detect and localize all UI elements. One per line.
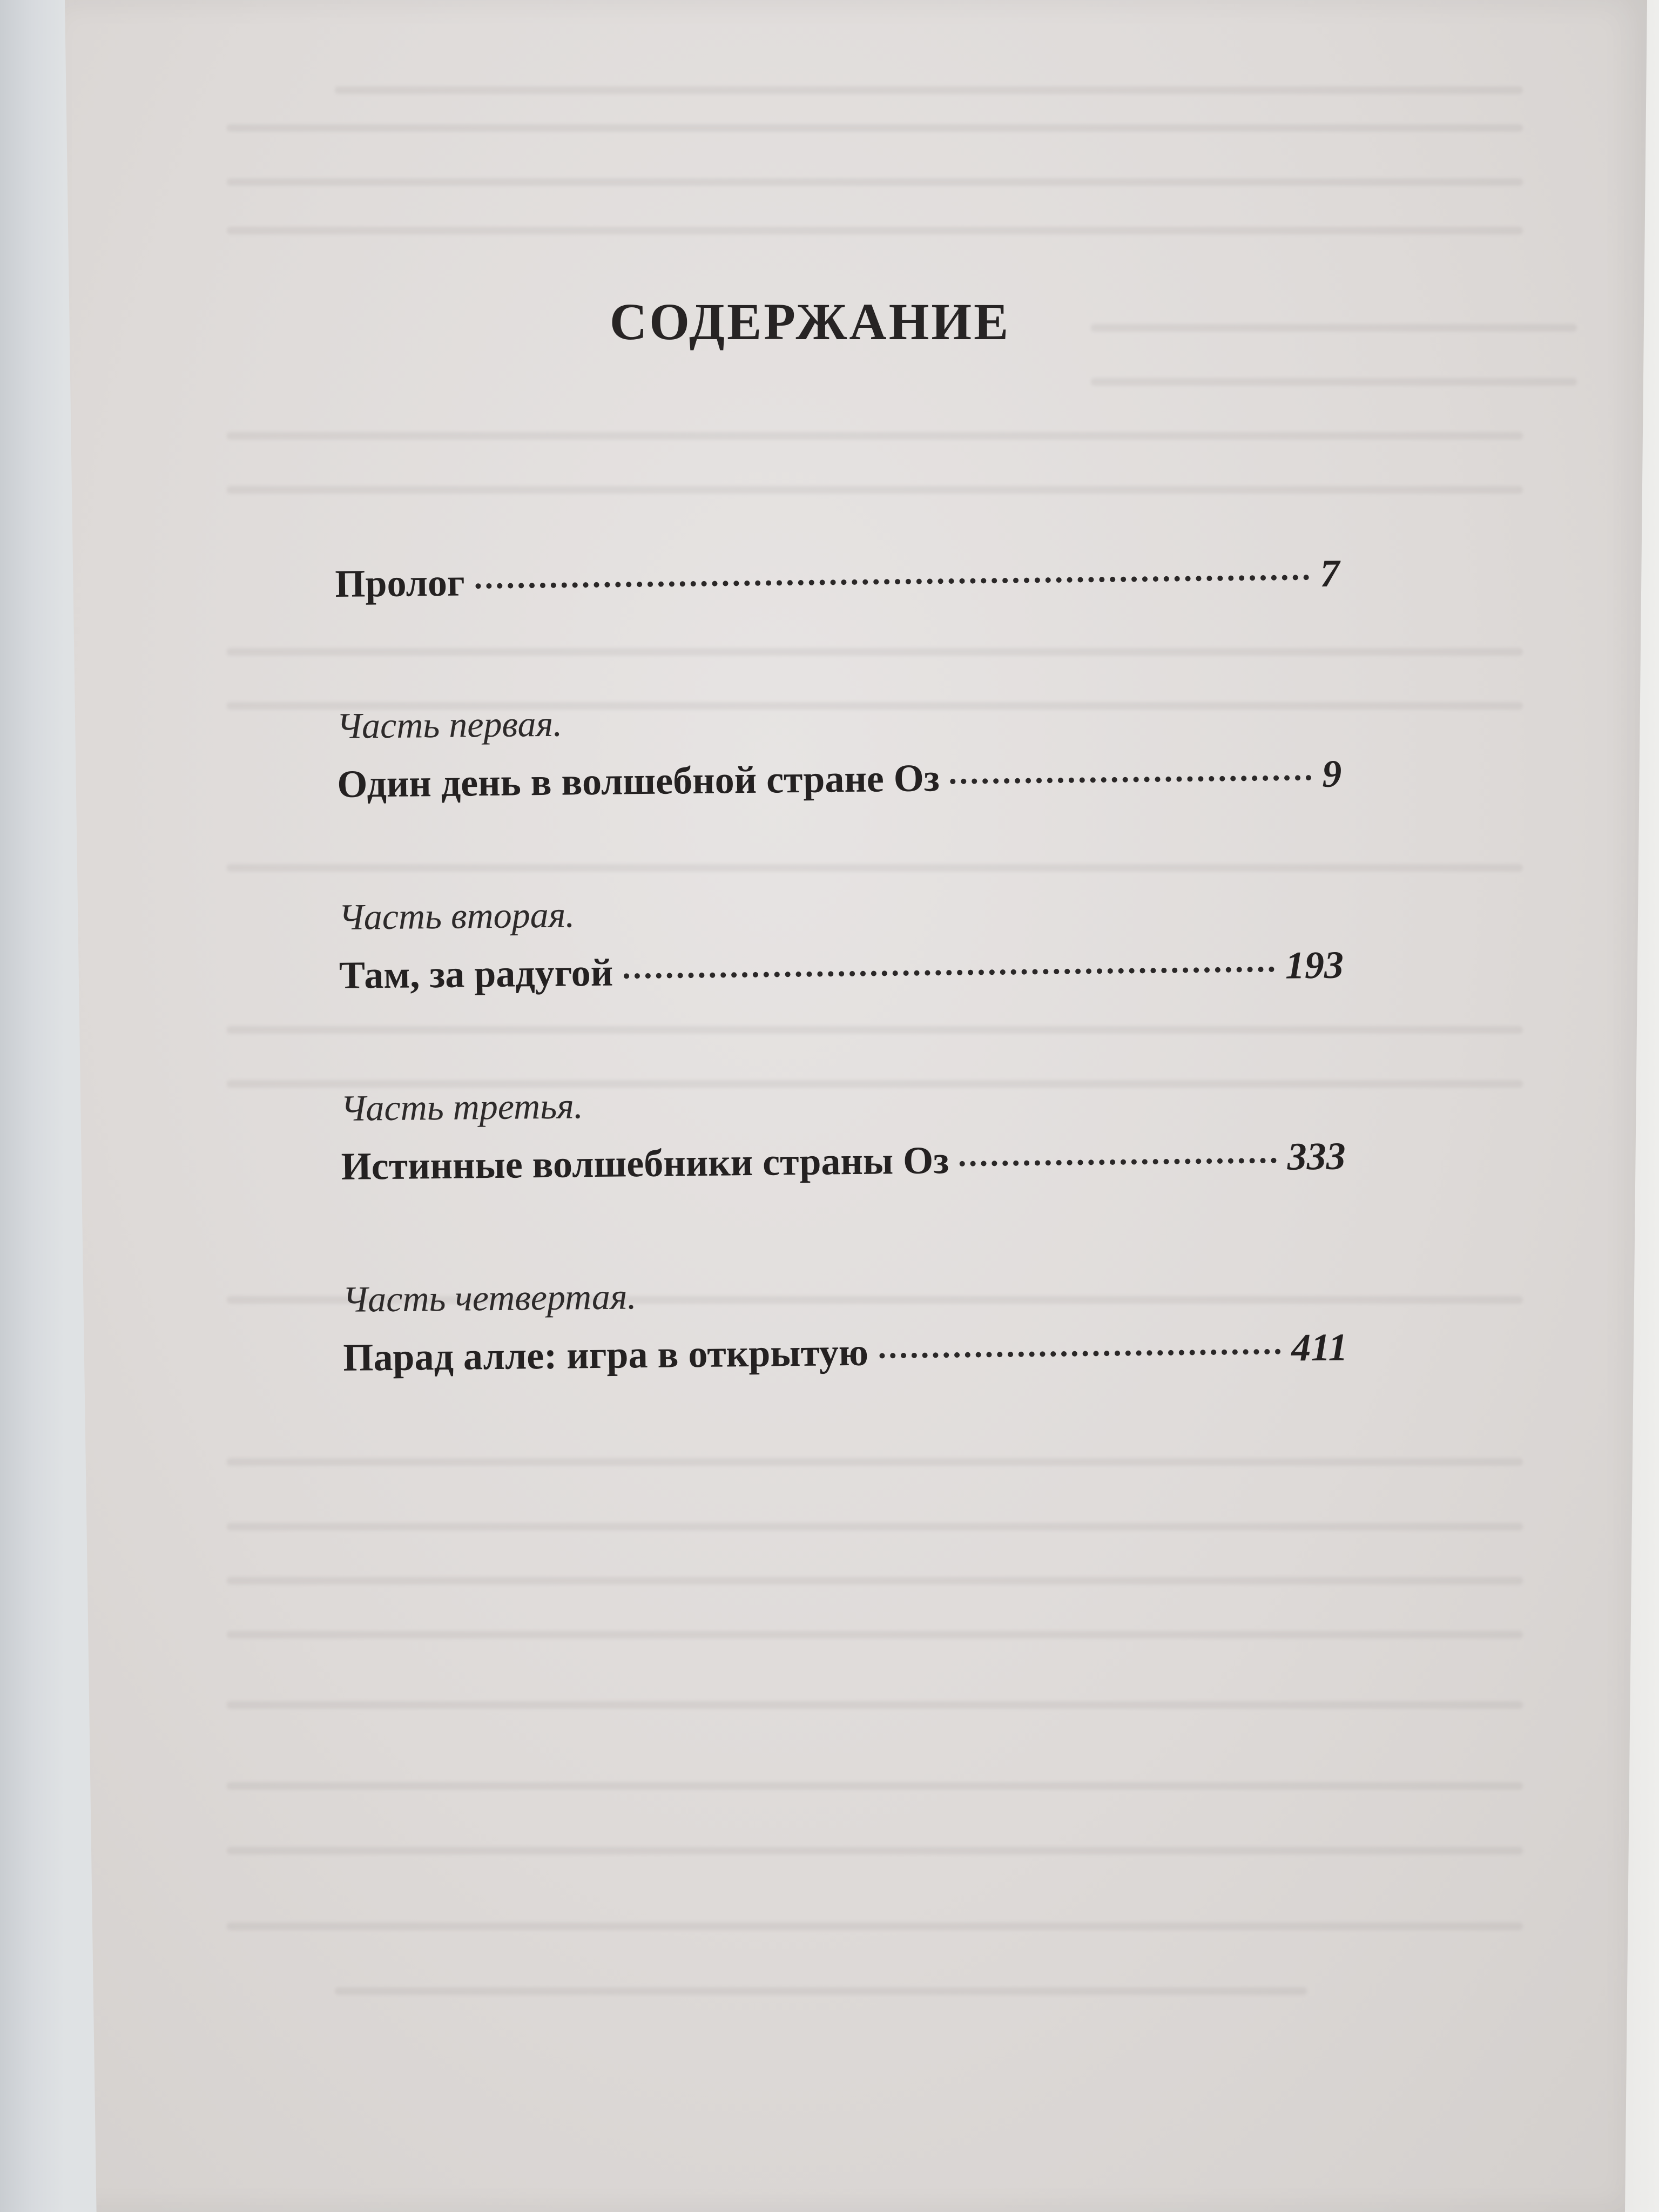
toc-entry-part-2 bbox=[339, 942, 1344, 1007]
toc-entry-page: 333 bbox=[1287, 1134, 1346, 1178]
toc-entry-title: Один день в волшебной стране Оз bbox=[336, 756, 940, 806]
toc-part-label: Часть третья. bbox=[340, 1085, 584, 1129]
show-through-line bbox=[227, 1847, 1523, 1854]
show-through-line bbox=[335, 86, 1523, 94]
dot-leader bbox=[950, 775, 1312, 784]
toc-entry-title: Парад алле: игра в открытую bbox=[343, 1330, 869, 1379]
show-through-line bbox=[227, 124, 1523, 132]
toc-block bbox=[338, 885, 1344, 1007]
toc-part-label: Часть первая. bbox=[336, 703, 563, 746]
show-through-line bbox=[1091, 378, 1577, 386]
show-through-line bbox=[227, 1523, 1523, 1530]
dot-leader bbox=[476, 575, 1310, 589]
dot-leader bbox=[624, 967, 1274, 979]
toc-entry-title: Истинные волшебники страны Оз bbox=[341, 1138, 949, 1188]
toc-part-label: Часть четвертая. bbox=[342, 1276, 637, 1320]
toc-entry-page: 7 bbox=[1319, 551, 1340, 595]
show-through-line bbox=[227, 178, 1523, 186]
show-through-line bbox=[227, 1701, 1523, 1709]
show-through-line bbox=[1091, 324, 1577, 332]
toc-entry-part-1 bbox=[337, 752, 1342, 816]
toc-block bbox=[342, 1267, 1348, 1389]
show-through-line bbox=[227, 227, 1523, 234]
page-title: СОДЕРЖАНИЕ bbox=[609, 293, 1011, 350]
toc-entry-part-3 bbox=[341, 1134, 1346, 1198]
table-of-contents bbox=[335, 551, 1349, 1469]
toc-block bbox=[340, 1076, 1346, 1198]
toc-block bbox=[335, 551, 1340, 616]
show-through-line bbox=[227, 486, 1523, 494]
toc-entry-title: Там, за радугой bbox=[339, 950, 613, 997]
show-through-line bbox=[227, 1577, 1523, 1584]
show-through-line bbox=[227, 1923, 1523, 1930]
toc-entry-part-4 bbox=[343, 1325, 1348, 1389]
show-through-line bbox=[335, 1987, 1307, 1995]
toc-entry-title: Пролог bbox=[335, 561, 466, 605]
toc-part-label: Часть вторая. bbox=[338, 894, 575, 938]
show-through-line bbox=[227, 1631, 1523, 1638]
dot-leader bbox=[960, 1158, 1277, 1166]
show-through-line bbox=[227, 432, 1523, 440]
toc-entry-prologue bbox=[335, 551, 1340, 616]
dot-leader bbox=[879, 1349, 1281, 1359]
toc-entry-page: 193 bbox=[1285, 943, 1344, 987]
toc-entry-page: 9 bbox=[1321, 752, 1342, 795]
show-through-line bbox=[227, 1782, 1523, 1790]
toc-entry-page: 411 bbox=[1291, 1325, 1348, 1370]
toc-block bbox=[336, 694, 1342, 816]
